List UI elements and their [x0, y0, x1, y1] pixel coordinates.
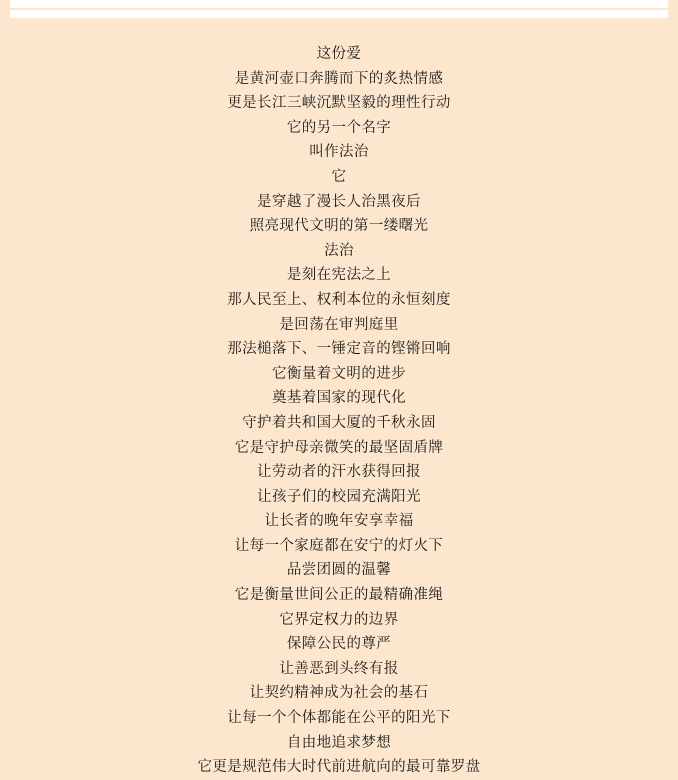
poem-line: 是穿越了漫长人治黑夜后 — [257, 193, 421, 210]
poem-line: 让劳动者的汗水获得回报 — [257, 464, 421, 481]
poem-line: 它是衡量世间公正的最精确准绳 — [234, 587, 444, 604]
poem-body — [30, 42, 648, 780]
poem-line: 让契约精神成为社会的基石 — [249, 685, 429, 702]
poem-line: 那法槌落下、一锤定音的铿锵回响 — [227, 341, 451, 358]
poem-line: 叫作法治 — [309, 144, 369, 161]
poem-line: 让善恶到头终有报 — [279, 660, 399, 677]
poem-line: 这份爱 — [316, 46, 362, 62]
poem-line: 它是守护母亲微笑的最坚固盾牌 — [234, 439, 444, 456]
poem-line: 守护着共和国大厦的千秋永固 — [242, 414, 436, 431]
page-right-border — [668, 0, 678, 780]
poem-line: 品尝团圆的温馨 — [286, 562, 392, 579]
poem-line: 那人民至上、权利本位的永恒刻度 — [227, 291, 451, 308]
poem-line: 自由地追求梦想 — [286, 734, 392, 751]
poem-line: 让每一个个体都能在公平的阳光下 — [227, 710, 451, 727]
page-left-border — [0, 0, 10, 780]
poem-line: 法治 — [324, 242, 354, 259]
poem-line: 更是长江三峡沉默坚毅的理性行动 — [227, 95, 451, 112]
poem-line: 是刻在宪法之上 — [286, 267, 392, 284]
poem-card — [10, 18, 668, 780]
poem-line: 让孩子们的校园充满阳光 — [257, 488, 421, 505]
poem-line: 让长者的晚年安享幸福 — [264, 513, 414, 530]
poem-line: 保障公民的尊严 — [286, 636, 392, 653]
poem-line: 是黄河壶口奔腾而下的炙热情感 — [234, 70, 444, 87]
poem-line: 它衡量着文明的进步 — [271, 365, 407, 382]
poem-line: 它 — [331, 168, 347, 185]
poem-line: 它界定权力的边界 — [279, 611, 399, 628]
poem-line: 让每一个家庭都在安宁的灯火下 — [234, 537, 444, 554]
poem-line: 奠基着国家的现代化 — [271, 390, 407, 407]
poem-line: 它的另一个名字 — [286, 119, 392, 136]
poem-line: 它更是规范伟大时代前进航向的最可靠罗盘 — [197, 759, 481, 776]
poem-line: 照亮现代文明的第一缕曙光 — [249, 218, 429, 235]
poem-line: 是回荡在审判庭里 — [279, 316, 399, 333]
page-top-border-inner — [10, 0, 668, 8]
page-top-border — [0, 0, 678, 10]
